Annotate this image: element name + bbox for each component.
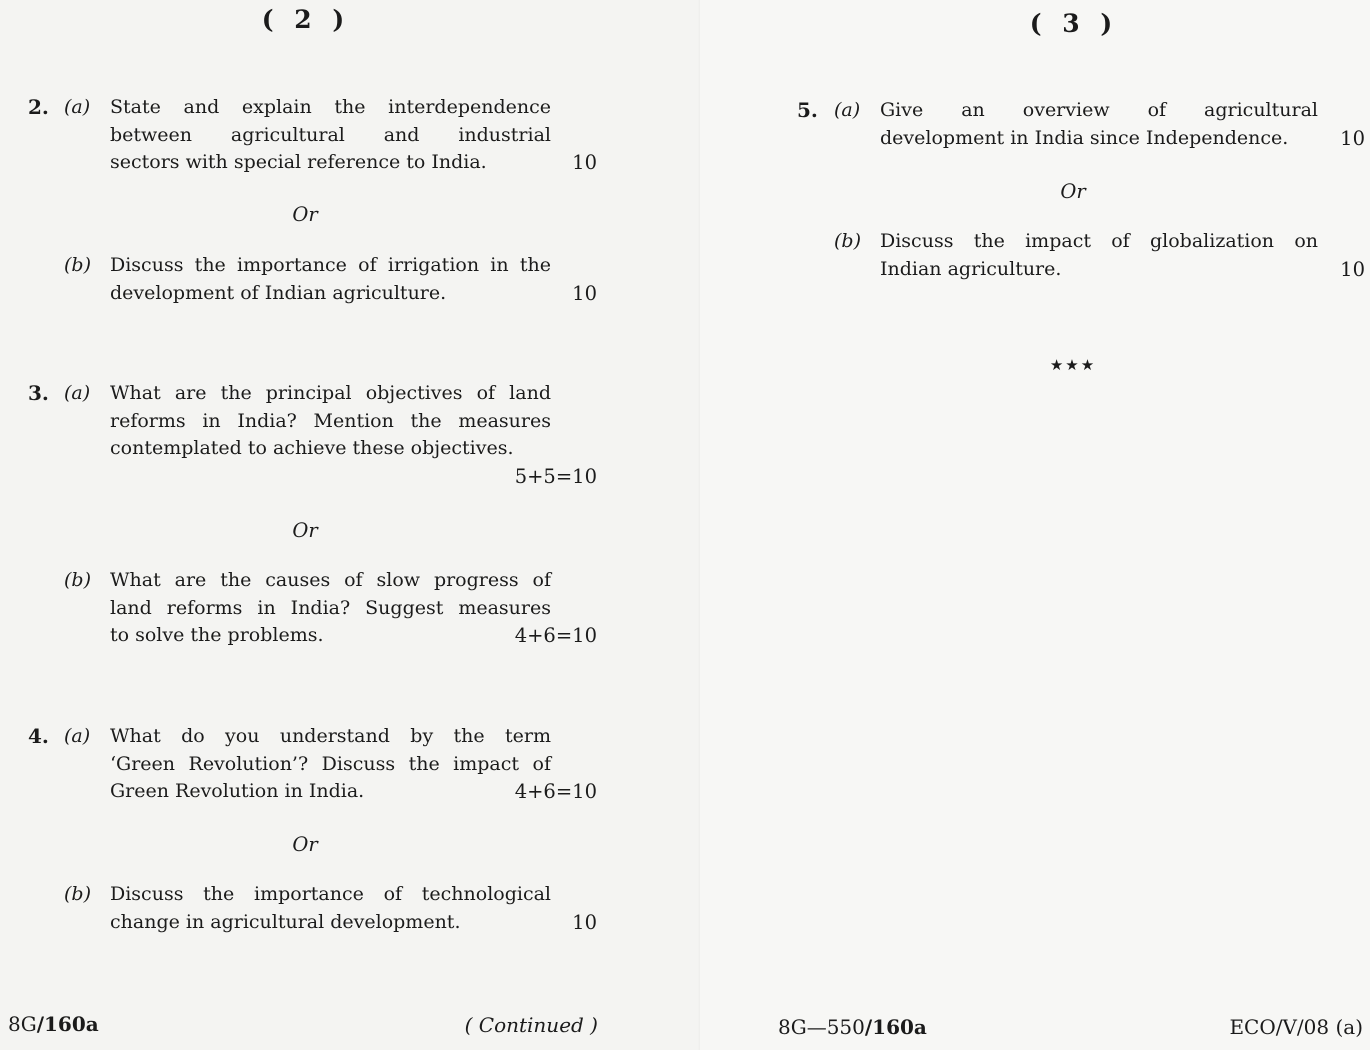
paper-code-prefix: 8G—550 <box>778 1015 865 1039</box>
part-label: (a) <box>834 99 861 121</box>
part-label: (b) <box>834 230 861 252</box>
question-text-line: to solve the problems. <box>110 624 324 646</box>
marks: 10 <box>572 281 597 305</box>
part-label: (b) <box>64 254 91 276</box>
part-label: (a) <box>64 725 91 747</box>
question-2-part-b <box>64 252 597 307</box>
question-text-line: What are the principal objectives of land <box>110 382 551 404</box>
question-text-line: land reforms in India? Suggest measures <box>110 596 551 619</box>
paper-code-suffix: /160a <box>36 1012 99 1036</box>
marks: 10 <box>572 910 597 934</box>
page-number: ( 2 ) <box>261 5 349 34</box>
question-4-part-b <box>64 881 597 936</box>
question-3-part-a <box>28 380 597 488</box>
marks: 4+6=10 <box>514 624 597 647</box>
question-text-line: reforms in India? Mention the measures <box>110 409 551 432</box>
question-text-line: What are the causes of slow progress of <box>110 569 551 591</box>
question-number: 2. <box>28 95 49 119</box>
question-text-line: Indian agriculture. <box>880 257 1062 280</box>
part-label: (a) <box>64 382 91 404</box>
part-label: (a) <box>64 96 91 118</box>
marks: 10 <box>572 151 597 174</box>
question-number: 4. <box>28 724 49 748</box>
question-5-part-b <box>834 228 1365 283</box>
question-text-line: Green Revolution in India. <box>110 780 365 802</box>
question-text-line: What do you understand by the term <box>110 725 551 747</box>
marks: 10 <box>1340 257 1365 281</box>
question-2-part-a <box>28 94 597 177</box>
end-of-paper-stars: ★★★ <box>1049 356 1097 374</box>
question-3-part-b <box>64 567 597 650</box>
question-text-line: Discuss the importance of technological <box>110 883 551 905</box>
question-text-line: contemplated to achieve these objectives. <box>110 437 514 459</box>
marks: 10 <box>1340 126 1365 150</box>
question-text-line: Discuss the impact of globalization on <box>880 230 1318 252</box>
part-label: (b) <box>64 569 91 591</box>
or-separator: Or <box>1060 180 1086 203</box>
question-text-line: Give an overview of agricultural <box>880 99 1318 121</box>
question-text-line: State and explain the interdependence <box>110 96 551 118</box>
subject-code: ECO/V/08 (a) <box>1229 1015 1363 1039</box>
question-text-line: development in India since Independence. <box>880 126 1289 149</box>
question-text-line: development of Indian agriculture. <box>110 281 447 304</box>
marks: 5+5=10 <box>514 464 597 488</box>
question-text-line: ‘Green Revolution’? Discuss the impact of <box>110 752 551 775</box>
question-text-line: between agricultural and industrial <box>110 123 551 146</box>
marks: 4+6=10 <box>514 780 597 803</box>
question-5-part-a <box>797 97 1365 152</box>
question-text-line: Discuss the importance of irrigation in the <box>110 254 551 276</box>
page-number: ( 3 ) <box>1029 9 1117 38</box>
question-number: 3. <box>28 381 49 405</box>
or-separator: Or <box>292 519 318 542</box>
paper-code-footer <box>8 1011 99 1037</box>
paper-code-prefix: 8G <box>8 1012 37 1036</box>
part-label: (b) <box>64 883 91 905</box>
paper-code-footer <box>778 1014 927 1040</box>
or-separator: Or <box>292 203 318 226</box>
question-4-part-a <box>28 723 597 806</box>
or-separator: Or <box>292 833 318 856</box>
question-number: 5. <box>797 98 818 122</box>
continued-note: ( Continued ) <box>464 1013 598 1037</box>
question-text-line: change in agricultural development. <box>110 910 461 933</box>
paper-code-suffix: /160a <box>864 1015 927 1039</box>
question-text-line: sectors with special reference to India. <box>110 151 487 173</box>
page-3 <box>700 0 1370 1050</box>
